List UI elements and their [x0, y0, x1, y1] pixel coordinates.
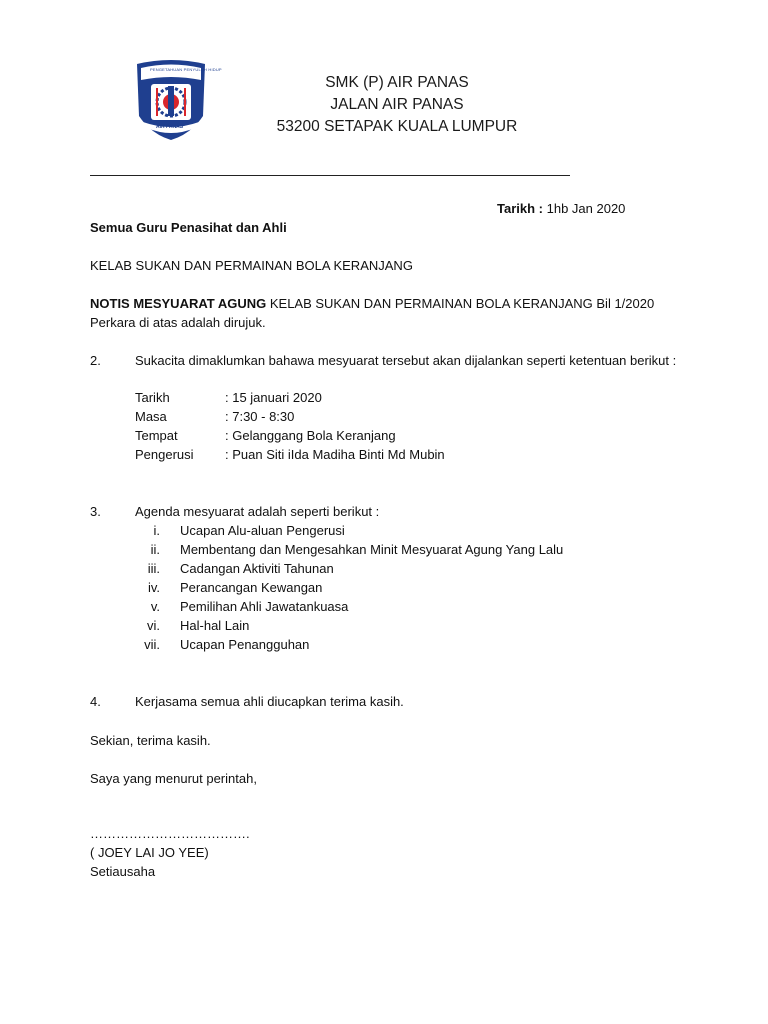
detail-label: Tarikh: [135, 390, 170, 405]
club-name: KELAB SUKAN DAN PERMAINAN BOLA KERANJANG: [90, 258, 413, 273]
agenda-item: Ucapan Alu-aluan Pengerusi: [180, 523, 345, 538]
letterhead-line2: JALAN AIR PANAS: [330, 96, 464, 113]
agenda-numeral: iii.: [147, 561, 160, 576]
detail-value: : 7:30 - 8:30: [225, 409, 295, 424]
agenda-numeral: ii.: [150, 542, 160, 557]
letterhead-line3: 53200 SETAPAK KUALA LUMPUR: [276, 118, 518, 135]
para2-text: Sukacita dimaklumkan bahawa mesyuarat tersebut akan dijalankan seperti ketentuan berikut :: [135, 353, 677, 368]
reference-line: Perkara di atas adalah dirujuk.: [90, 315, 266, 330]
closing-obedient: Saya yang menurut perintah,: [90, 771, 257, 786]
crest-bottom-text: AIR PANAS: [156, 124, 184, 130]
agenda-numeral: iv.: [147, 580, 160, 595]
para4-text: Kerjasama semua ahli diucapkan terima kasih.: [135, 694, 404, 709]
agenda-item: Perancangan Kewangan: [180, 580, 323, 595]
closing-thanks: Sekian, terima kasih.: [90, 733, 211, 748]
agenda-numeral: vii.: [144, 637, 160, 652]
agenda-item: Hal-hal Lain: [180, 618, 250, 633]
date-value: 1hb Jan 2020: [543, 201, 626, 216]
agenda-numeral: v.: [150, 599, 160, 614]
letterhead-line1: SMK (P) AIR PANAS: [325, 74, 469, 91]
header-divider: [90, 175, 570, 176]
signature-name: ( JOEY LAI JO YEE): [90, 845, 209, 860]
para2-number: 2.: [90, 353, 101, 368]
detail-label: Masa: [135, 409, 167, 424]
date-label: Tarikh :: [497, 201, 543, 216]
detail-value: : Gelanggang Bola Keranjang: [225, 428, 396, 443]
para3-number: 3.: [90, 504, 101, 519]
detail-label: Tempat: [135, 428, 178, 443]
signature-title: Setiausaha: [90, 864, 156, 879]
detail-label: Pengerusi: [135, 447, 194, 462]
date-line: [497, 201, 625, 216]
agenda-item: Cadangan Aktiviti Tahunan: [180, 561, 334, 576]
agenda-item: Membentang dan Mengesahkan Minit Mesyuarat Agung Yang Lalu: [180, 542, 564, 557]
subject-rest: KELAB SUKAN DAN PERMAINAN BOLA KERANJANG Bil 1/2020: [266, 296, 655, 311]
agenda-item: Ucapan Penangguhan: [180, 637, 310, 652]
para4-number: 4.: [90, 694, 101, 709]
agenda-numeral: i.: [153, 523, 160, 538]
detail-value: : 15 januari 2020: [225, 390, 322, 405]
agenda-numeral: vi.: [147, 618, 160, 633]
crest-top-text: PENGETAHUAN PENYULUH HIDUP: [150, 67, 222, 72]
signature-dots: ……………………………….: [90, 826, 250, 841]
subject-bold: NOTIS MESYUARAT AGUNG: [90, 296, 267, 311]
para3-text: Agenda mesyuarat adalah seperti berikut :: [135, 504, 380, 519]
detail-value: : Puan Siti iIda Madiha Binti Md Mubin: [225, 447, 445, 462]
agenda-item: Pemilihan Ahli Jawatankuasa: [180, 599, 349, 614]
recipient: Semua Guru Penasihat dan Ahli: [90, 220, 287, 235]
subject-line: [90, 296, 654, 311]
